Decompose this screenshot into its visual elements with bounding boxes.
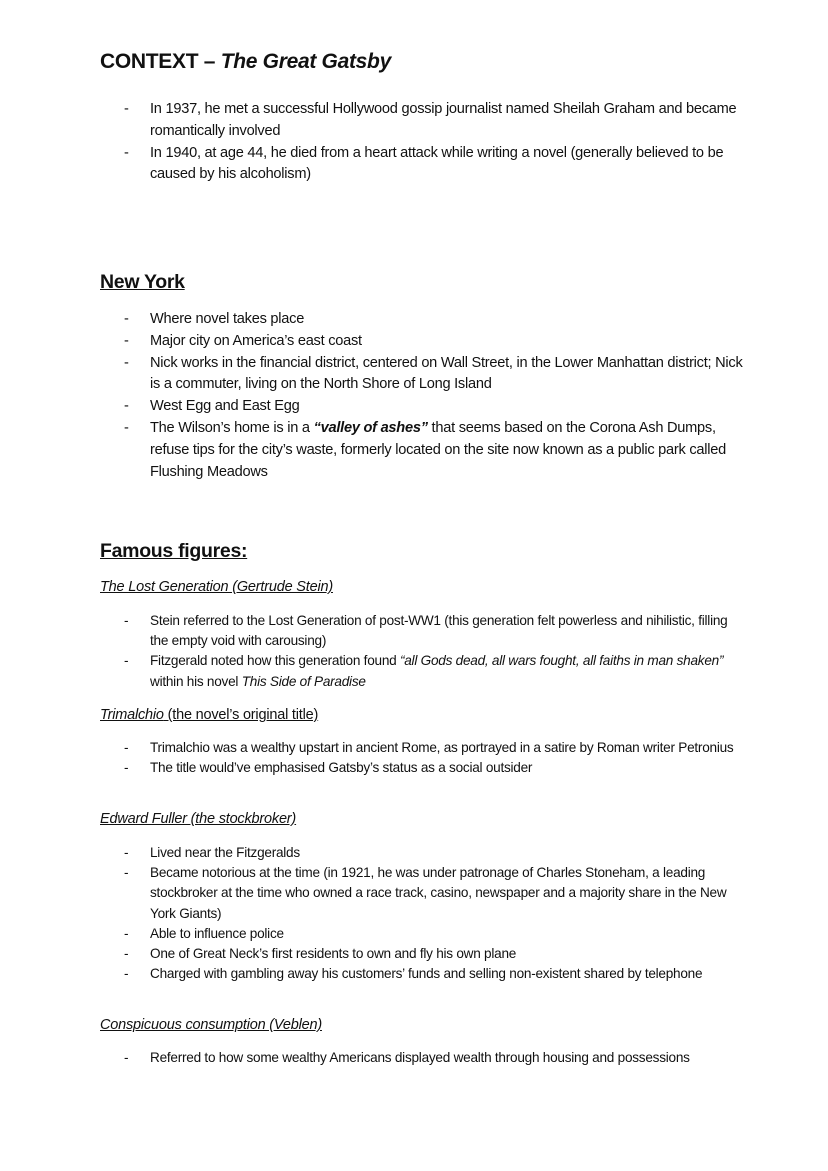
list-item [124,651,744,691]
list-item: - Able to influence police [124,924,744,944]
subheading-trimalchio [100,707,318,723]
list-item: - The title would’ve emphasised Gatsby’s status as a social outsider [124,758,744,778]
italic-book-title: This Side of Paradise [241,673,366,689]
conspicuous-consumption-bullet-list [124,1048,764,1068]
subheading-conspicuous-consumption: Conspicuous consumption (Veblen) [100,1017,322,1033]
title-novel-name: The Great Gatsby [220,50,391,73]
text-run: that seems based on the Corona Ash Dumps, refuse tips for the city’s waste, formerly located on the site now known as a public park called Flushing Meadows [150,419,726,480]
list-item: - West Egg and East Egg [124,396,744,418]
list-item [124,418,744,483]
list-item: - Lived near the Fitzgeralds [124,843,744,863]
lost-generation-bullet-list [124,611,744,692]
title-prefix: CONTEXT – [100,50,221,73]
list-item: - Where novel takes place [124,309,744,331]
list-item: - Trimalchio was a wealthy upstart in ancient Rome, as portrayed in a satire by Roman writer Petronius [124,738,744,758]
subheading-lost-generation: The Lost Generation (Gertrude Stein) [100,579,333,595]
edward-fuller-bullet-list [124,843,744,984]
list-item: - In 1937, he met a successful Hollywood gossip journalist named Sheilah Graham and became romantically involved [124,99,744,143]
text-run: within his novel [150,673,242,689]
subheading-edward-fuller: Edward Fuller (the stockbroker) [100,811,297,827]
list-item: - Became notorious at the time (in 1921, he was under patronage of Charles Stoneham, a leading stockbroker at the time who owned a race track, casino, newspaper and a majority share in the New York Giants) [124,863,744,924]
subheading-plain: (the novel’s original title) [163,707,319,723]
emphasis-quote: “valley of ashes” [313,419,428,436]
section-heading-new-york: New York [100,271,185,293]
trimalchio-bullet-list [124,738,744,778]
list-item: - One of Great Neck’s first residents to own and fly his own plane [124,944,744,964]
list-item: - Referred to how some wealthy Americans displayed wealth through housing and possessions [124,1048,764,1068]
page-title [100,50,391,74]
list-item: - Major city on America’s east coast [124,331,744,353]
intro-bullet-list [124,99,744,186]
list-item: - Stein referred to the Lost Generation of post-WW1 (this generation felt powerless and nihilistic, filling the empty void with carousing) [124,611,744,651]
list-item: - Charged with gambling away his customers’ funds and selling non-existent shared by telephone [124,964,744,984]
section-heading-famous-figures: Famous figures: [100,540,248,562]
text-run: The Wilson’s home is in a [150,419,314,436]
italic-quote: “all Gods dead, all wars fought, all faiths in man shaken” [399,653,724,669]
subheading-italic: Trimalchio [100,707,164,723]
list-item: - In 1940, at age 44, he died from a heart attack while writing a novel (generally believed to be caused by his alcoholism) [124,143,744,187]
text-run: Fitzgerald noted how this generation found [150,653,400,669]
list-item: - Nick works in the financial district, centered on Wall Street, in the Lower Manhattan district; Nick is a commuter, living on the North Shore of Long Island [124,353,744,397]
new-york-bullet-list [124,309,744,483]
